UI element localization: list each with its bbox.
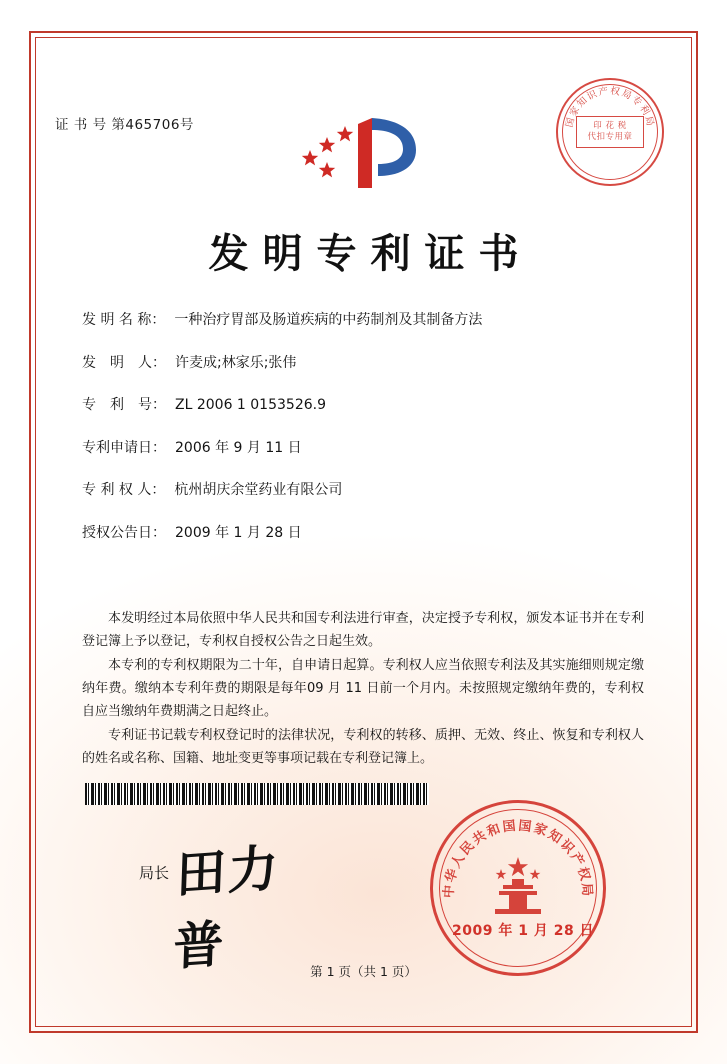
- field-label: 发 明 名 称：: [82, 312, 166, 328]
- field-patent-number: [82, 394, 642, 414]
- field-value: 许麦成;林家乐;张伟: [175, 354, 297, 371]
- fields-list: [82, 309, 642, 564]
- field-value: 杭州胡庆余堂药业有限公司: [174, 482, 343, 498]
- field-patentee: [82, 479, 642, 499]
- certificate-number: 证 书 号 第465706号: [55, 117, 194, 133]
- national-emblem-icon: [479, 849, 557, 927]
- field-value: 一种治疗胃部及肠道疾病的中药制剂及其制备方法: [174, 312, 483, 328]
- seal-box-line1: 印 花 税: [593, 121, 627, 132]
- field-invention-name: [82, 309, 642, 329]
- field-label: 授权公告日：: [82, 524, 166, 541]
- page-title: 发明专利证书: [208, 230, 533, 277]
- field-application-date: [82, 437, 642, 457]
- tax-stamp-seal: [556, 78, 664, 186]
- director-signature: 田力普: [172, 837, 281, 977]
- svg-text:国家知识产权局专利局: 国家知识产权局专利局: [564, 85, 656, 129]
- paragraph-2: 本专利的专利权期限为二十年，自申请日起算。专利权人应当依照专利法及其实施细则规定缴纳年费。缴纳本专利年费的期限是每年09 月 11 日前一个月内。未按照规定缴纳年费的，专利权自应当缴纳年费期满之日起终止。: [82, 658, 644, 719]
- field-label: 专 利 号：: [82, 397, 166, 413]
- patent-office-logo: [300, 110, 430, 195]
- field-label: 专 利 权 人：: [82, 482, 166, 498]
- seal-date: 2009 年 1 月 28 日: [452, 923, 595, 939]
- director-label: 局长: [139, 864, 170, 882]
- svg-text:中华人民共和国国家知识产权局: 中华人民共和国国家知识产权局: [441, 818, 595, 899]
- field-value: ZL 2006 1 0153526.9: [175, 397, 326, 413]
- seal-box-line2: 代扣专用章: [587, 132, 633, 142]
- field-grant-date: [82, 522, 642, 542]
- barcode: [85, 783, 429, 805]
- paragraph-1: 本发明经过本局依照中华人民共和国专利法进行审查，决定授予专利权，颁发本证书并在专利登记簿上予以登记，专利权自授权公告之日起生效。: [82, 611, 644, 649]
- field-inventors: [82, 352, 642, 372]
- national-seal: [430, 800, 606, 976]
- seal-inner-box: [576, 116, 644, 148]
- page-footer: 第 1 页（共 1 页）: [310, 964, 417, 979]
- body-text: [82, 607, 644, 771]
- field-value: 2006 年 9 月 11 日: [175, 439, 302, 456]
- field-label: 专利申请日：: [82, 439, 166, 456]
- field-value: 2009 年 1 月 28 日: [175, 524, 302, 541]
- field-label: 发 明 人：: [82, 354, 166, 371]
- paragraph-3: 专利证书记载专利权登记时的法律状况，专利权的转移、质押、无效、终止、恢复和专利权人的姓名或名称、国籍、地址变更等事项记载在专利登记簿上。: [82, 728, 644, 766]
